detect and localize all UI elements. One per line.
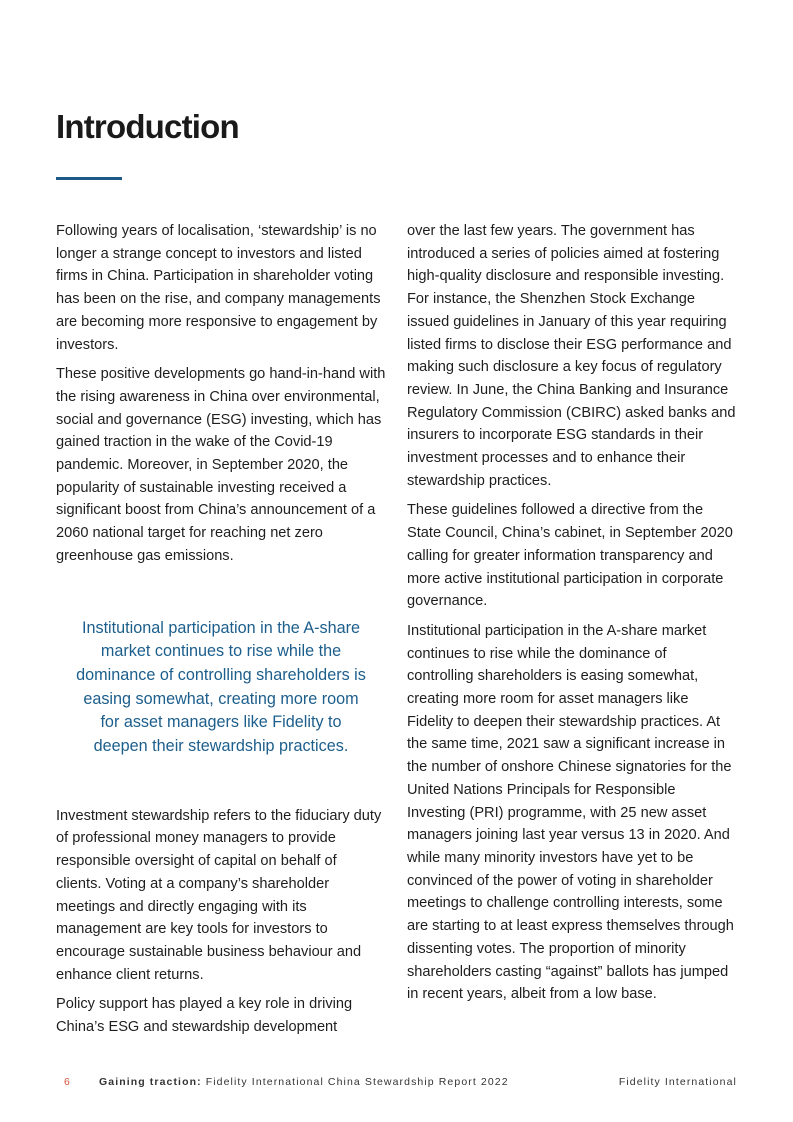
right-column (407, 220, 737, 1013)
title-underline (56, 177, 122, 180)
body-paragraph: Policy support has played a key role in driving China’s ESG and stewardship development (56, 996, 353, 1036)
body-paragraph: Institutional participation in the A-share market continues to rise while the dominance of controlling shareholders is easing somewhat, creating more room for asset managers like Fidelity to deepen their stewardship practices. At the same time, 2021 saw a significant increase in the number of onshore Chinese signatories for the United Nations Principals for Responsible Investing (PRI) programme, with 25 new asset managers joining last year versus 13 in 2020. And while many minority investors have yet to be convinced of the power of voting in shareholder meetings to challenge controlling interests, some are starting to at least express themselves through dissenting votes. The proportion of minority shareholders casting “against” ballots has jumped in recent years, albeit from a low base. (407, 622, 734, 1003)
report-title (99, 1076, 509, 1088)
body-paragraph: Following years of localisation, ‘stewardship’ is no longer a strange concept to investors and listed firms in China. Participation in shareholder voting has been on the rise, and company managements are becoming more responsive to engagement by investors. (56, 223, 381, 353)
report-title-text: Fidelity International China Stewardship Report 2022 (201, 1076, 509, 1088)
body-paragraph: over the last few years. The government has introduced a series of policies aimed at fostering high-quality disclosure and responsible investing. For instance, the Shenzhen Stock Exchange issued guidelines in January of this year requiring listed firms to disclose their ESG performance and making such disclosure a key focus of regulatory review. In June, the China Banking and Insurance Regulatory Commission (CBIRC) asked banks and insurers to incorporate ESG standards in their investment processes and to enhance their stewardship practices. (407, 223, 736, 489)
page-footer (56, 1076, 737, 1092)
page-number: 6 (64, 1076, 71, 1088)
body-paragraph: These positive developments go hand-in-hand with the rising awareness in China over environmental, social and governance (ESG) investing, which has gained traction in the wake of the Covid-19 pandemic. Moreover, in September 2020, the popularity of sustainable investing received a significant boost from China’s announcement of a 2060 national target for reaching net zero greenhouse gas emissions. (56, 366, 386, 564)
left-column (56, 220, 386, 1046)
body-paragraph: These guidelines followed a directive from the State Council, China’s cabinet, in September 2020 calling for greater information transparency and more active institutional participation in corporate governance. (407, 502, 733, 610)
brand-name: Fidelity International (618, 1076, 737, 1088)
page-title: Introduction (56, 108, 239, 145)
pull-quote: Institutional participation in the A-share market continues to rise while the dominance of controlling shareholders is easing somewhat, creating more room for asset managers like Fidelity to deepen their stewardship practices. (76, 618, 366, 756)
body-paragraph: Investment stewardship refers to the fiduciary duty of professional money managers to provide responsible oversight of capital on behalf of clients. Voting at a company’s shareholder meetings and directly engaging with its management are key tools for investors to encourage sustainable business behaviour and enhance client returns. (56, 807, 382, 983)
report-title-bold: Gaining traction: (99, 1076, 202, 1088)
